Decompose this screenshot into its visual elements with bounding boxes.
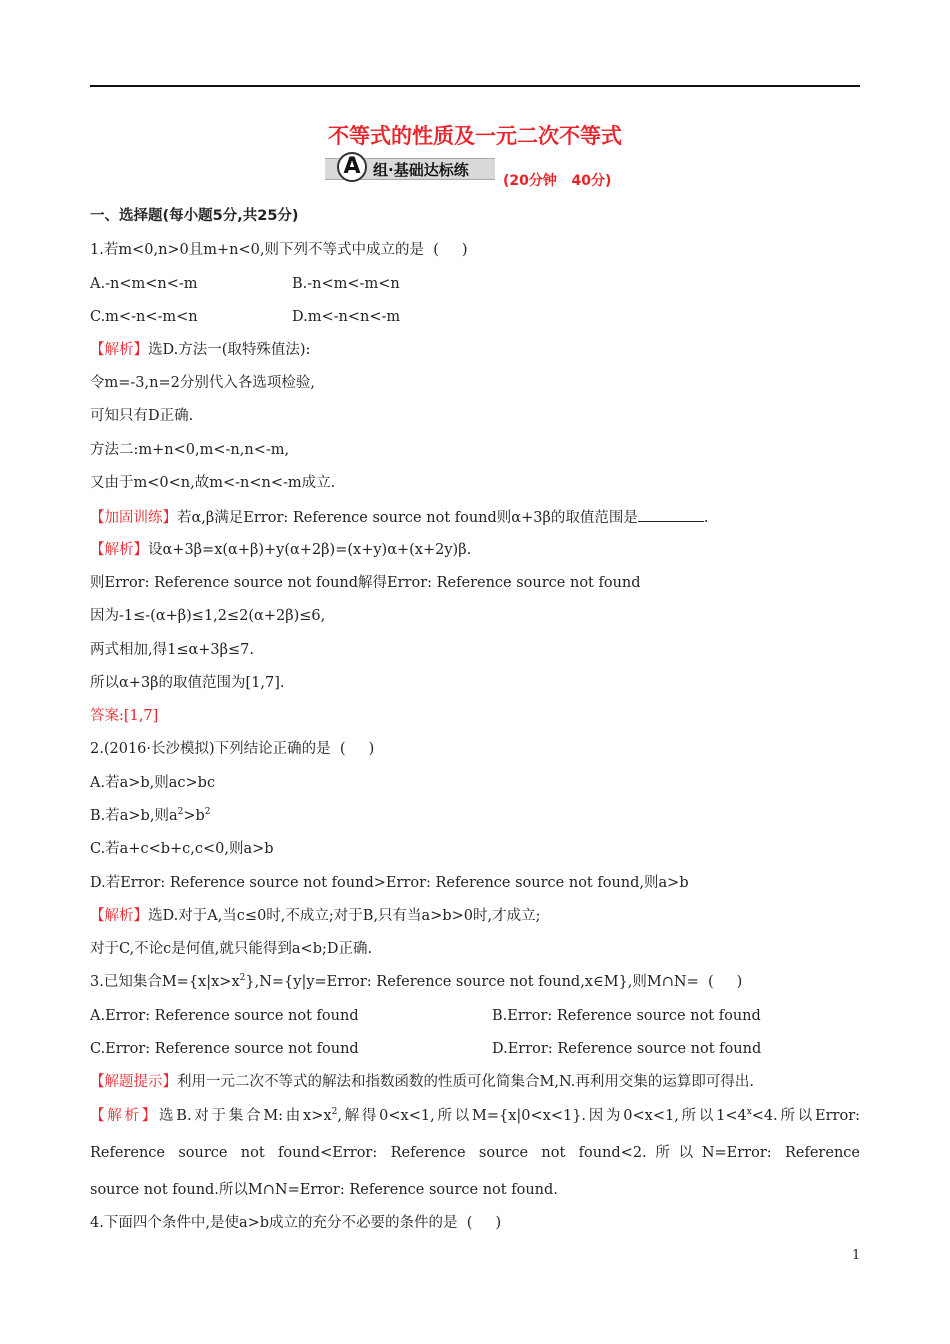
q1-option-a: A.-n<m<n<-m (90, 276, 198, 292)
q2-solution-line-1: 选D.对于A,当c≤0时,不成立;对于B,只有当a>b>0时,才成立; (148, 908, 541, 924)
superscript: 2 (331, 1107, 338, 1117)
q1-option-b: B.-n<m<-m<n (292, 276, 400, 292)
practice-solution-line-5: 所以α+3β的取值范围为[1,7]. (90, 675, 285, 691)
practice-answer: 答案:[1,7] (90, 708, 159, 724)
q2-stem: 2.(2016·长沙模拟)下列结论正确的是 ( ) (90, 741, 375, 757)
page-number: 1 (852, 1248, 861, 1263)
q3-solution (90, 1106, 860, 1126)
answer-blank (638, 507, 704, 522)
q3-solution-line-3: source not found.所以M∩N=Error: Reference source not found. (90, 1182, 558, 1198)
q2-option-c: C.若a+c<b+c,c<0,则a>b (90, 841, 274, 857)
practice-solution-line-4: 两式相加,得1≤α+3β≤7. (90, 642, 255, 658)
q3-stem-pre: 3.已知集合M={x|x>x (90, 974, 240, 990)
q3-stem (90, 972, 742, 992)
badge-label: 组·基础达标练 (373, 161, 469, 179)
q2-option-b (90, 806, 211, 826)
practice-tag: 【加固训练】 (90, 510, 177, 526)
q2-option-b-mid: >b (183, 808, 205, 824)
q3-stem-post: },N={y|y=Error: Reference source not found,x∈M},则M∩N= ( ) (245, 974, 743, 990)
q3-hint-text: 利用一元二次不等式的解法和指数函数的性质可化简集合M,N.再利用交集的运算即可得出. (177, 1074, 754, 1090)
practice-tail: . (703, 510, 709, 526)
q3-solution-line-2: Reference source not found<Error: Reference source not found<2.所以N=Error: Reference (90, 1145, 860, 1161)
header-rule (90, 85, 860, 87)
q3-hint (90, 1072, 754, 1092)
page-title: 不等式的性质及一元二次不等式 (328, 124, 622, 148)
solution-tag: 【解析】 (90, 342, 148, 358)
group-a-badge (325, 152, 625, 189)
solution-tag: 【解析】 (90, 908, 148, 924)
q1-solution (90, 340, 310, 360)
practice-solution-line-1: 设α+3β=x(α+β)+y(α+2β)=(x+y)α+(x+2y)β. (148, 542, 472, 558)
q1-solution-line-1: 选D.方法一(取特殊值法): (148, 342, 311, 358)
practice-solution-line-3: 因为-1≤-(α+β)≤1,2≤2(α+2β)≤6, (90, 608, 326, 624)
q1-solution-line-3: 可知只有D正确. (90, 408, 194, 424)
q1-stem: 1.若m<0,n>0且m+n<0,则下列不等式中成立的是 ( ) (90, 242, 468, 258)
practice-problem (90, 507, 708, 528)
superscript: 2 (204, 807, 211, 817)
q2-option-d: D.若Error: Reference source not found>Error: Reference source not found,则a>b (90, 875, 689, 891)
q1-solution-line-5: 又由于m<0<n,故m<-n<n<-m成立. (90, 475, 336, 491)
q3-solution-pre: 选B.对于集合M:由x>x (159, 1108, 332, 1124)
q2-solution (90, 906, 541, 926)
section-heading: 一、选择题(每小题5分,共25分) (90, 208, 299, 224)
q4-stem: 4.下面四个条件中,是使a>b成立的充分不必要的条件的是 ( ) (90, 1215, 502, 1231)
q3-option-d: D.Error: Reference source not found (492, 1041, 762, 1057)
q2-solution-line-2: 对于C,不论c是何值,就只能得到a<b;D正确. (90, 941, 373, 957)
q1-solution-line-4: 方法二:m+n<0,m<-n,n<-m, (90, 442, 290, 458)
practice-solution (90, 540, 471, 560)
practice-text: 若α,β满足Error: Reference source not found则α+3β的取值范围是 (177, 510, 638, 526)
q3-solution-post: <4.所以Error: (751, 1108, 861, 1124)
badge-time: (20分钟 40分) (503, 173, 612, 189)
practice-solution-line-2: 则Error: Reference source not found解得Error: Reference source not found (90, 575, 641, 591)
solution-tag: 【解析】 (90, 1108, 160, 1124)
q1-option-c: C.m<-n<-m<n (90, 309, 198, 325)
q3-solution-mid: ,解得0<x<1,所以M={x|0<x<1}.因为0<x<1,所以1<4 (337, 1108, 747, 1124)
superscript: 2 (177, 807, 184, 817)
hint-tag: 【解题提示】 (90, 1074, 177, 1090)
superscript: 2 (239, 973, 246, 983)
q3-option-a: A.Error: Reference source not found (90, 1008, 359, 1024)
superscript: x (746, 1107, 752, 1117)
q3-option-c: C.Error: Reference source not found (90, 1041, 359, 1057)
q2-option-a: A.若a>b,则ac>bc (90, 775, 216, 791)
q2-option-b-pre: B.若a>b,则a (90, 808, 178, 824)
solution-tag: 【解析】 (90, 542, 148, 558)
q1-solution-line-2: 令m=-3,n=2分别代入各选项检验, (90, 375, 315, 391)
q3-option-b: B.Error: Reference source not found (492, 1008, 761, 1024)
q1-option-d: D.m<-n<n<-m (292, 309, 401, 325)
badge-letter-icon: A (337, 152, 367, 182)
